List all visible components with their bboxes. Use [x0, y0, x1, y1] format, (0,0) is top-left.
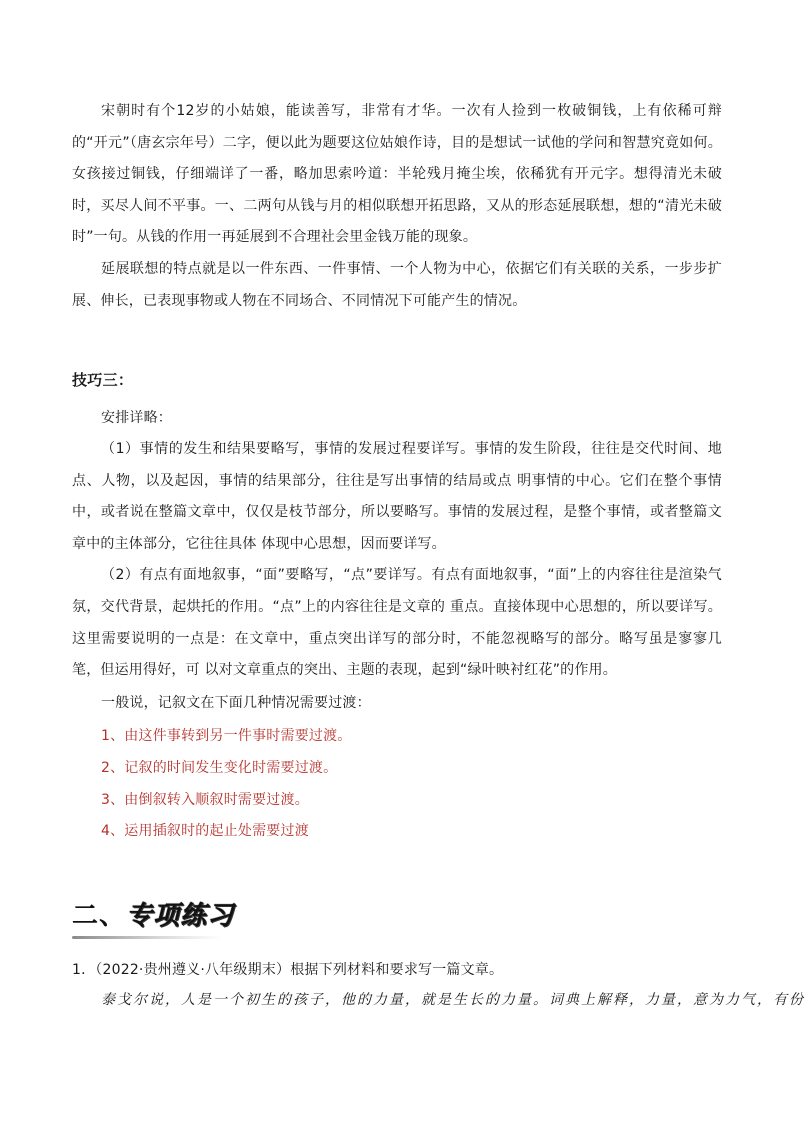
- section-heading: [72, 896, 234, 936]
- section-number: 二、: [72, 901, 127, 931]
- transition-item-1: 1、由这件事转到另一件事时需要过渡。: [101, 728, 352, 744]
- transition-item-2: 2、记叙的时间发生变化时需要过渡。: [101, 760, 338, 776]
- section-underline: [72, 936, 222, 939]
- intro-text: [72, 96, 722, 317]
- question-1-material: 泰戈尔说，人是一个初生的孩子，他的力量，就是生长的力量。词典上解释，力量，意为力气，有份: [101, 992, 805, 1008]
- transition-item-4: 4、运用插叙时的起止处需要过渡: [101, 823, 309, 839]
- question-1-label: 1．（2022·贵州遵义·八年级期末）根据下列材料和要求写一篇文章。: [72, 962, 504, 978]
- tip3-heading: 技巧三：: [72, 371, 134, 389]
- paragraph-coin-story: 宋朝时有个12岁的小姑娘，能读善写，非常有才华。一次有人捡到一枚破铜钱，上有依稀可辩的“开元”（唐玄宗年号）二字，便以此为题要这位姑娘作诗，目的是想试一试他的学问和智慧究竟如何。女孩接过铜钱，仔细端详了一番，略加思索吟道：半轮残月掩尘埃，依稀犹有开元字。想得清光未破时，买尽人间不平事。一、二两句从钱与月的相似联想开拓思路，又从的形态延展联想，想的“清光未破时”一句。从钱的作用一再延展到不合理社会里金钱万能的现象。: [72, 103, 722, 246]
- tip3-body: [72, 434, 722, 687]
- transition-intro: 一般说，记叙文在下面几种情况需要过渡：: [101, 695, 371, 711]
- paragraph-detail-rule-2: （2）有点有面地叙事，“面”要略写，“点”要详写。有点有面地叙事，“面”上的内容往往是渲染气氛，交代背景，起烘托的作用。“点”上的内容往往是文章的 重点。直接体现中心思想的，所以要详写。这里需要说明的一点是：在文章中，重点突出详写的部分时，不能忽视略写的部分。略写虽是寥寥几笔，但运用得好，可 以对文章重点的突出、主题的表现，起到“绿叶映衬红花”的作用。: [72, 567, 722, 679]
- paragraph-extension-feature: 延展联想的特点就是以一件东西、一件事情、一个人物为中心，依据它们有关联的关系，一步步扩展、伸长，已表现事物或人物在不同场合、不同情况下可能产生的情况。: [72, 260, 722, 309]
- section-title: 专项练习: [126, 901, 235, 931]
- transition-item-3: 3、由倒叙转入顺叙时需要过渡。: [101, 792, 309, 808]
- tip3-intro: 安排详略：: [101, 410, 172, 426]
- paragraph-detail-rule-1: （1）事情的发生和结果要略写，事情的发展过程要详写。事情的发生阶段，往往是交代时间、地点、人物，以及起因，事情的结果部分，往往是写出事情的结局或点 明事情的中心。它们在整个事情中，或者说在整篇文章中，仅仅是枝节部分，所以要略写。事情的发展过程，是整个事情，或者整篇文章中的主体部分，它往往具体 体现中心思想，因而要详写。: [72, 441, 722, 552]
